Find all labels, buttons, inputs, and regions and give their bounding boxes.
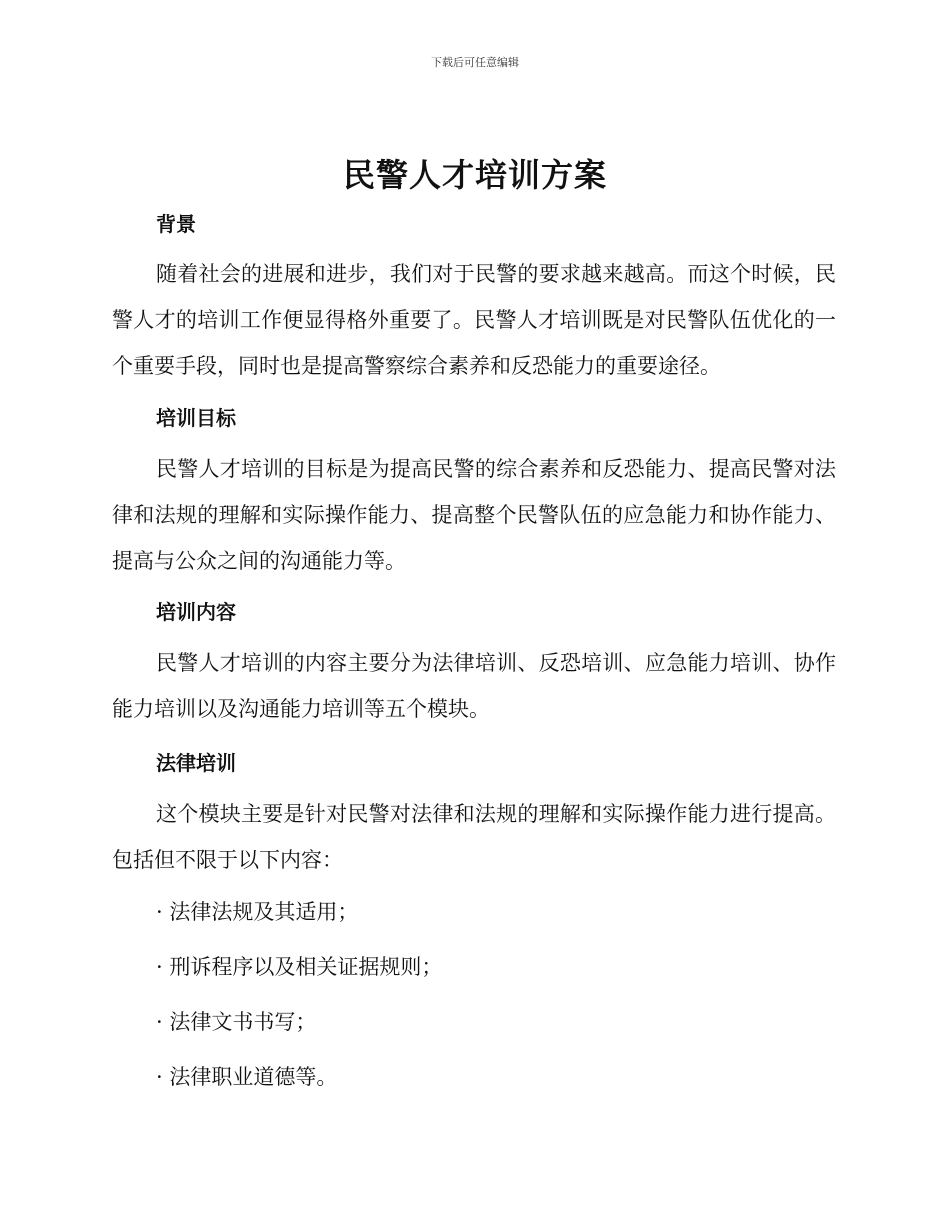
- section-heading-background: 背景: [156, 212, 196, 236]
- section-paragraph-content: 民警人才培训的内容主要分为法律培训、反恐培训、应急能力培训、协作能力培训以及沟通能力培训等五个模块。: [112, 651, 836, 721]
- section-heading-goals: 培训目标: [156, 406, 236, 430]
- bullet-item: · 法律文书书写；: [156, 1010, 317, 1034]
- section-paragraph-goals: 民警人才培训的目标是为提高民警的综合素养和反恐能力、提高民警对法律和法规的理解和实际操作能力、提高整个民警队伍的应急能力和协作能力、提高与公众之间的沟通能力等。: [112, 457, 836, 573]
- bullet-item: · 刑诉程序以及相关证据规则；: [156, 955, 443, 979]
- bullet-item: · 法律法规及其适用；: [156, 900, 359, 924]
- section-heading-legal: 法律培训: [156, 751, 236, 775]
- bullet-item: · 法律职业道德等。: [156, 1065, 338, 1089]
- section-heading-content: 培训内容: [156, 600, 236, 624]
- section-paragraph-legal: 这个模块主要是针对民警对法律和法规的理解和实际操作能力进行提高。包括但不限于以下内容：: [112, 802, 836, 872]
- header-note: 下载后可任意编辑: [431, 56, 519, 69]
- section-paragraph-background: 随着社会的进展和进步，我们对于民警的要求越来越高。而这个时候，民警人才的培训工作便显得格外重要了。民警人才培训既是对民警队伍优化的一个重要手段，同时也是提高警察综合素养和反恐能力的重要途径。: [112, 262, 836, 378]
- document-title: 民警人才培训方案: [342, 156, 607, 194]
